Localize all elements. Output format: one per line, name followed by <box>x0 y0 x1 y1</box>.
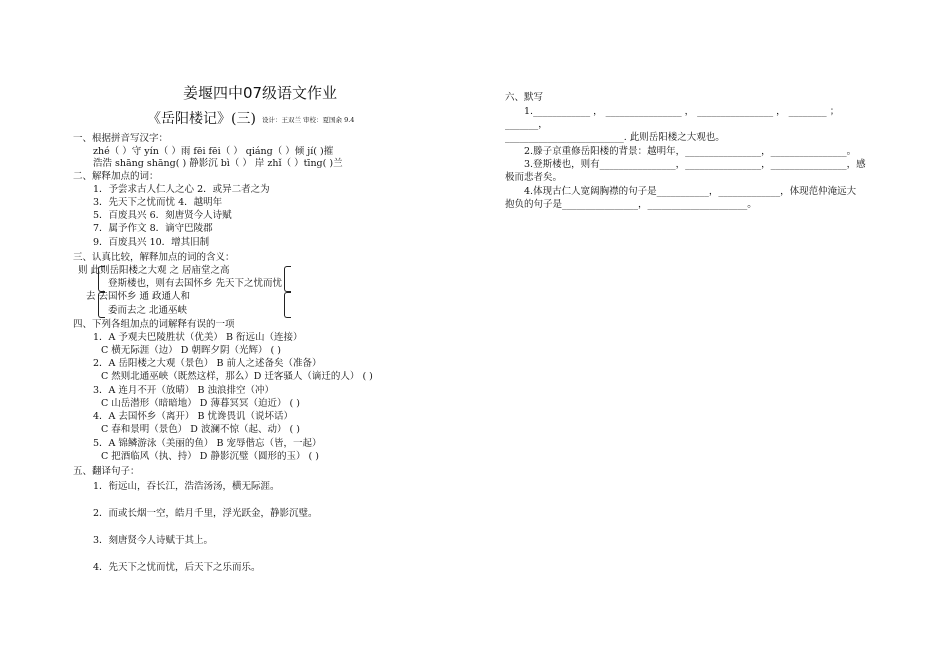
left-line: 四、下列各组加点的词解释有误的一项 <box>73 319 235 330</box>
left-line: 1．予尝求古人仁人之心 2．或异二者之为 <box>93 184 270 195</box>
left-line: 2．A 岳阳楼之大观（景色） B 前人之述备矣（准备） <box>93 358 322 369</box>
brace-zhi <box>284 266 291 292</box>
left-line: 去 去国怀乡 通 政通人和 <box>86 291 191 302</box>
page-subtitle <box>147 108 354 128</box>
left-line: 三、认真比较，解释加点的词的含义： <box>73 252 235 263</box>
right-line: 3.登斯楼也，则有________________，________________，________________，感 <box>524 159 866 170</box>
left-line: C 把酒临风（执、持） D 静影沉璧（圆形的玉） ( ) <box>101 451 319 462</box>
left-line: 4．A 去国怀乡（离开） B 忧谗畏讥（说坏话） <box>93 411 293 422</box>
right-line: 抱负的句子是________________，_____________________。 <box>505 199 757 210</box>
page-title: 姜堰四中07级语文作业 <box>182 84 338 102</box>
right-line: 2.滕子京重修岳阳楼的背景：越明年，________________，________________。 <box>524 146 857 157</box>
left-line: zhé（ ）守 yín（ ）雨 fēi fēi（ ） qiáng（ ）倾 jí( )摧 <box>93 146 334 157</box>
brace-tong <box>284 292 291 318</box>
left-line: 五、翻译句子： <box>73 466 140 477</box>
brace-ze <box>98 266 105 292</box>
left-line: 5．A 锦鳞游泳（美丽的鱼） B 宠辱偕忘（皆，一起） <box>93 438 322 449</box>
left-line: 登斯楼也，则有去国怀乡 先天下之忧而忧 <box>108 278 283 289</box>
left-line: 3．先天下之忧而忧 4．越明年 <box>93 197 223 208</box>
credit-line: 设计：王双兰 审校：夏国余 9.4 <box>261 115 355 124</box>
left-line: 1．A 予观夫巴陵胜状（优美） B 衔远山（连接） <box>93 332 303 343</box>
left-line: 委而去之 北通巫峡 <box>108 305 188 316</box>
left-line: 7．属予作文 8．谪守巴陵郡 <box>93 223 213 234</box>
left-line: 2．而或长烟一空，皓月千里，浮光跃金，静影沉璧。 <box>93 508 318 519</box>
right-line: _______， <box>505 119 548 130</box>
right-line: 4.体现古仁人宽阔胸襟的句子是___________，_____________，体现范仲淹远大 <box>524 186 857 197</box>
right-line: 六、默写 <box>505 92 544 103</box>
left-line: 二、解释加点的词： <box>73 171 159 182</box>
left-line: 3．刻唐贤今人诗赋于其上。 <box>93 535 214 546</box>
right-line: 极而悲者矣。 <box>505 172 563 183</box>
left-line: C 横无际涯（边） D 朝晖夕阴（光辉） ( ) <box>101 345 281 356</box>
lesson-title: 《岳阳楼记》(三) <box>147 111 256 127</box>
left-line: 浩浩 shāng shāng( ) 静影沉 bì（ ） 岸 zhǐ（ ）tīng( )兰 <box>93 158 343 169</box>
left-line: 则 此则岳阳楼之大观 之 居庙堂之高 <box>78 265 230 276</box>
left-line: 5．百废具兴 6．刻唐贤今人诗赋 <box>93 210 232 221</box>
brace-qu <box>98 292 105 318</box>
left-line: 4．先天下之忧而忧，后天下之乐而乐。 <box>93 562 261 573</box>
right-line: _________________________. 此则岳阳楼之大观也。 <box>505 132 725 143</box>
left-line: C 山岳潜形（暗暗地） D 薄暮冥冥（迫近） ( ) <box>101 398 300 409</box>
left-line: 一、根据拼音写汉字： <box>73 133 169 144</box>
left-line: C 然则北通巫峡（既然这样，那么）D 迁客骚人（谪迁的人） ( ) <box>101 371 373 382</box>
left-line: 1．衔远山，吞长江，浩浩汤汤，横无际涯。 <box>93 481 280 492</box>
right-line: 1.____________ ， ________________ ， ________________ ， ________ ； <box>524 106 840 117</box>
left-line: 3．A 连月不开（放晴） B 浊浪排空（冲） <box>93 385 274 396</box>
left-line: C 春和景明（景色） D 波澜不惊（起、动） ( ) <box>101 424 300 435</box>
left-line: 9．百废具兴 10．增其旧制 <box>93 237 210 248</box>
